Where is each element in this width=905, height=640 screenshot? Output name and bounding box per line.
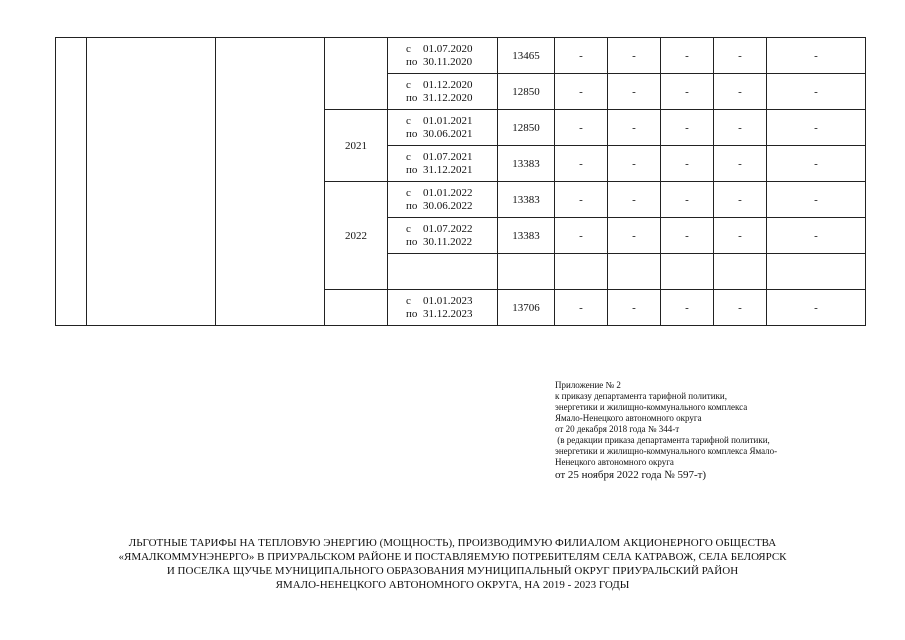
table-cell-value [767, 254, 866, 290]
table-cell-period [388, 74, 498, 110]
table-cell-tariff: 13383 [498, 182, 555, 218]
table-cell-value: - [608, 218, 661, 254]
table-cell-value [661, 254, 714, 290]
period-from-date: 01.12.2020 [423, 78, 473, 91]
period-to-prefix: по [406, 199, 418, 212]
table-cell-year: 2022 [325, 182, 388, 290]
period-to [406, 200, 497, 213]
table-cell-tariff [498, 254, 555, 290]
table-cell-index [56, 38, 87, 326]
table-cell-value: - [714, 146, 767, 182]
table-cell-value: - [555, 182, 608, 218]
table-cell-year: 2021 [325, 110, 388, 182]
period-to-prefix: по [406, 55, 418, 68]
heading-line: ЛЬГОТНЫЕ ТАРИФЫ НА ТЕПЛОВУЮ ЭНЕРГИЮ (МОЩНОСТЬ), ПРОИЗВОДИМУЮ ФИЛИАЛОМ АКЦИОНЕРНОГО ОБЩЕСТВА [128, 537, 777, 549]
table-cell-value: - [608, 74, 661, 110]
table-cell-value [714, 254, 767, 290]
period-from-prefix: с [406, 150, 411, 163]
table-cell-value: - [767, 74, 866, 110]
period-from [406, 115, 497, 128]
table-cell-value: - [661, 146, 714, 182]
table-cell-value [555, 254, 608, 290]
period-from-date: 01.01.2023 [423, 294, 473, 307]
period-from-prefix: с [406, 186, 411, 199]
annex-line: энергетики и жилищно-коммунального комплекса Ямало- [555, 446, 778, 456]
table-cell-value: - [555, 110, 608, 146]
table-row [56, 38, 866, 74]
table-cell-value: - [608, 38, 661, 74]
table-cell-value: - [714, 110, 767, 146]
annex-line: от 25 ноября 2022 года № 597-т) [555, 469, 707, 481]
table-cell-value: - [767, 290, 866, 326]
table-cell-value: - [661, 218, 714, 254]
tariff-table [55, 37, 866, 326]
period-from [406, 43, 497, 56]
annex-line: Ямало-Ненецкого автономного округа [555, 413, 702, 423]
table-cell-value: - [767, 146, 866, 182]
table-cell-value: - [767, 38, 866, 74]
table-cell-value: - [767, 218, 866, 254]
heading-line: И ПОСЕЛКА ЩУЧЬЕ МУНИЦИПАЛЬНОГО ОБРАЗОВАНИЯ МУНИЦИПАЛЬНЫЙ ОКРУГ ПРИУРАЛЬСКИЙ РАЙОН [166, 565, 739, 577]
annex-line: к приказу департамента тарифной политики, [555, 391, 727, 401]
period-to-date: 30.11.2022 [423, 235, 473, 248]
table-cell-organization [87, 38, 216, 326]
period-to-date: 30.06.2022 [423, 199, 473, 212]
table-cell-period [388, 146, 498, 182]
period-to [406, 56, 497, 69]
table-cell-period [388, 218, 498, 254]
heading-line: «ЯМАЛКОММУНЭНЕРГО» В ПРИУРАЛЬСКОМ РАЙОНЕ И ПОСТАВЛЯЕМУЮ ПОТРЕБИТЕЛЯМ СЕЛА КАТРАВОЖ, СЕЛА БЕЛОЯРСК [118, 551, 787, 563]
table-cell-value: - [608, 290, 661, 326]
table-cell-tariff: 12850 [498, 110, 555, 146]
document-heading [40, 536, 865, 592]
table-cell-value: - [661, 110, 714, 146]
period-to [406, 164, 497, 177]
annex-title: Приложение № 2 [555, 380, 621, 390]
table-cell-value: - [608, 110, 661, 146]
table-cell-period [388, 38, 498, 74]
table-cell-year [325, 38, 388, 110]
period-to-prefix: по [406, 235, 418, 248]
table-cell-year [325, 290, 388, 326]
period-from-prefix: с [406, 42, 411, 55]
table-cell-tariff: 13383 [498, 146, 555, 182]
table-cell-value: - [555, 146, 608, 182]
period-to [406, 308, 497, 321]
table-cell-value [608, 254, 661, 290]
annex-line: от 20 декабря 2018 года № 344-т [555, 424, 680, 434]
period-to [406, 92, 497, 105]
period-from-prefix: с [406, 78, 411, 91]
period-to [406, 236, 497, 249]
period-from-prefix: с [406, 222, 411, 235]
period-to-date: 30.06.2021 [423, 127, 473, 140]
annex-block [555, 380, 855, 482]
table-cell-value: - [661, 38, 714, 74]
period-to-prefix: по [406, 127, 418, 140]
table-cell-value: - [555, 38, 608, 74]
table-cell-value: - [555, 290, 608, 326]
heading-line: ЯМАЛО-НЕНЕЦКОГО АВТОНОМНОГО ОКРУГА, НА 2019 - 2023 ГОДЫ [275, 579, 630, 591]
table-cell-period [388, 254, 498, 290]
period-from-date: 01.07.2021 [423, 150, 473, 163]
period-from-date: 01.07.2020 [423, 42, 473, 55]
table-cell-period [388, 290, 498, 326]
table-cell-value: - [714, 38, 767, 74]
period-from [406, 223, 497, 236]
period-from [406, 79, 497, 92]
annex-line: Ненецкого автономного округа [555, 457, 674, 467]
period-from-prefix: с [406, 114, 411, 127]
period-from-prefix: с [406, 294, 411, 307]
table-cell-period [388, 110, 498, 146]
table-cell-consumer [216, 38, 325, 326]
table-cell-value: - [714, 182, 767, 218]
table-cell-value: - [714, 74, 767, 110]
tariff-table-body [56, 38, 866, 326]
period-to-date: 30.11.2020 [423, 55, 473, 68]
table-cell-value: - [661, 182, 714, 218]
period-to-date: 31.12.2023 [423, 307, 473, 320]
table-cell-tariff: 12850 [498, 74, 555, 110]
table-cell-tariff: 13706 [498, 290, 555, 326]
annex-line: энергетики и жилищно-коммунального комплекса [555, 402, 748, 412]
period-to-date: 31.12.2021 [423, 163, 473, 176]
table-cell-tariff: 13465 [498, 38, 555, 74]
period-from [406, 295, 497, 308]
period-from [406, 151, 497, 164]
period-to-prefix: по [406, 91, 418, 104]
period-to [406, 128, 497, 141]
table-cell-value: - [714, 290, 767, 326]
table-cell-value: - [661, 74, 714, 110]
table-cell-period [388, 182, 498, 218]
table-cell-value: - [555, 74, 608, 110]
table-cell-value: - [767, 182, 866, 218]
period-to-date: 31.12.2020 [423, 91, 473, 104]
table-cell-value: - [555, 218, 608, 254]
period-from [406, 187, 497, 200]
table-cell-value: - [714, 218, 767, 254]
table-cell-tariff: 13383 [498, 218, 555, 254]
period-to-prefix: по [406, 307, 418, 320]
table-cell-value: - [661, 290, 714, 326]
table-cell-value: - [608, 146, 661, 182]
table-cell-value: - [767, 110, 866, 146]
annex-line: (в редакции приказа департамента тарифной политики, [555, 435, 770, 445]
period-from-date: 01.01.2021 [423, 114, 473, 127]
period-from-date: 01.07.2022 [423, 222, 473, 235]
period-to-prefix: по [406, 163, 418, 176]
period-from-date: 01.01.2022 [423, 186, 473, 199]
table-cell-value: - [608, 182, 661, 218]
